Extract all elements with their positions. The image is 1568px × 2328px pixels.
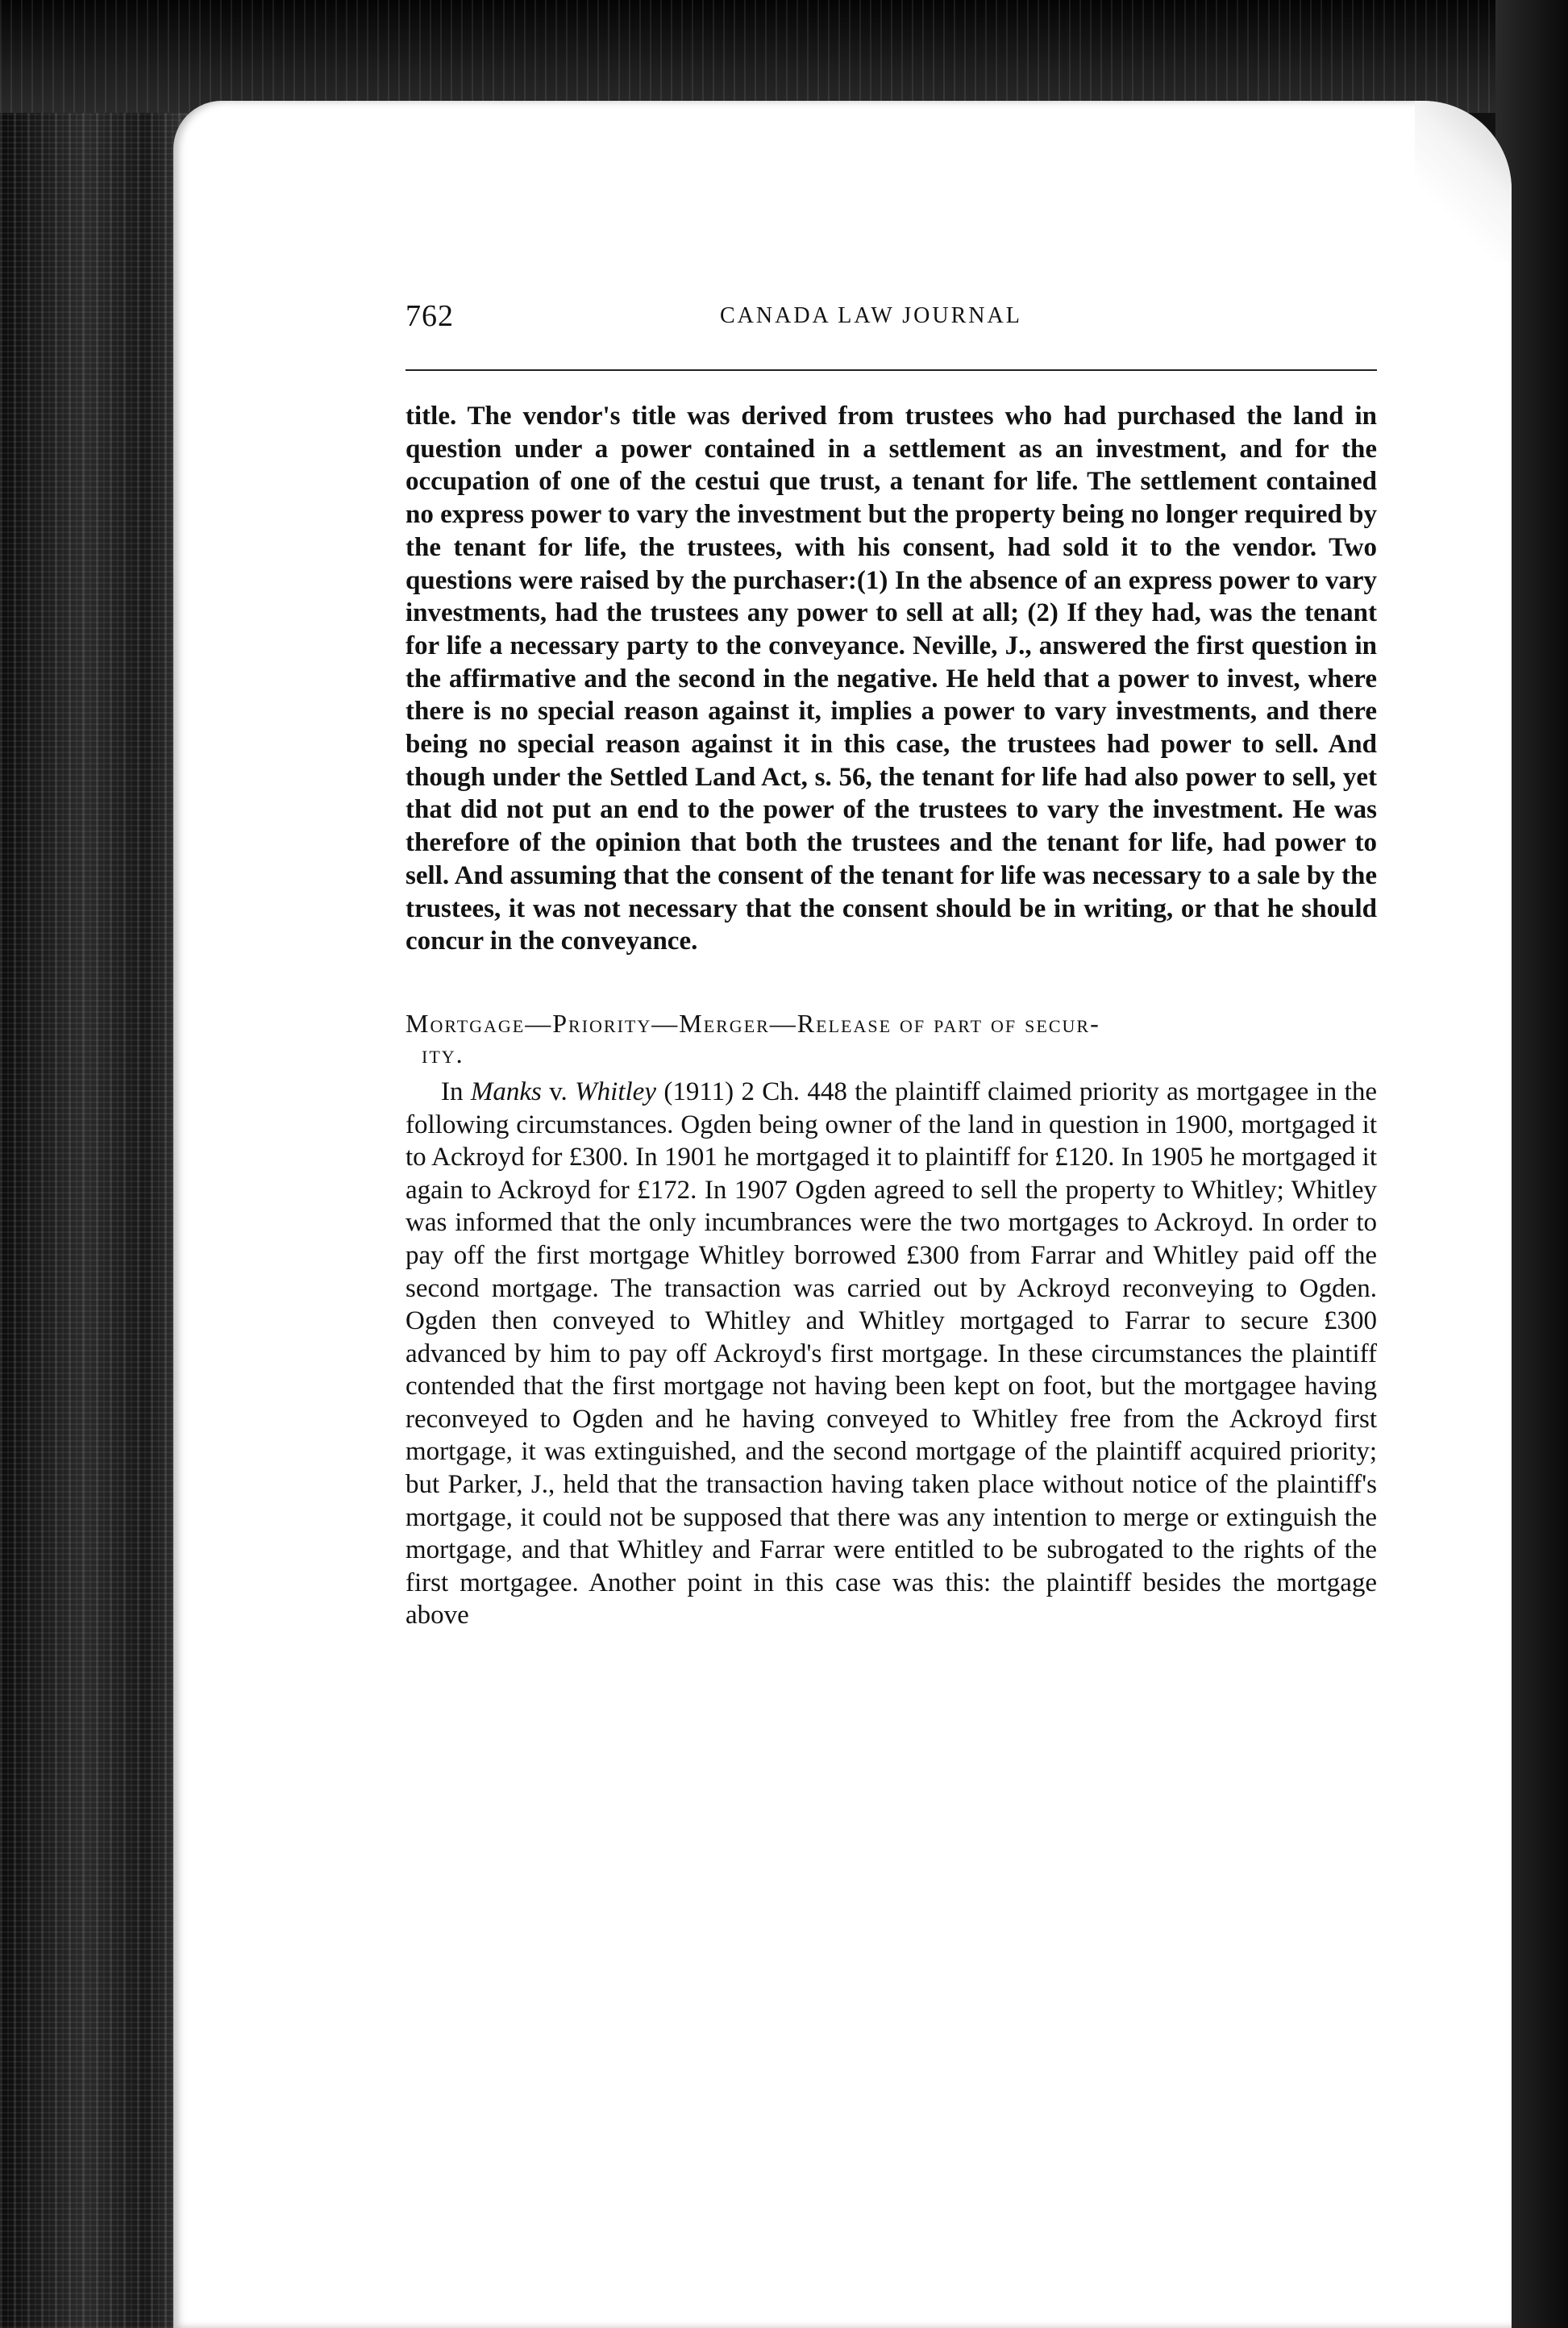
case-party-1: Manks (470, 1077, 542, 1106)
running-head (406, 298, 1377, 347)
paragraph-body: (1911) 2 Ch. 448 the plaintiff claimed priority as mortgagee in the following circumstances. Ogden being owner of the land in question in 1900, mortgaged it to Ackroyd for £300. In 1901 he mortgaged it to plaintiff for £120. In 1905 he mortgaged it again to Ackroyd for £172. In 1907 Ogden agreed to sell the property to Whitley; Whitley was informed that the only incumbrances were the two mortgages to Ackroyd. In order to pay off the first mortgage Whitley borrowed £300 from Farrar and Whitley paid off the second mortgage. The transaction was carried out by Ackroyd reconveying to Ogden. Ogden then conveyed to Whitley and Whitley mortgaged to Farrar to secure £300 advanced by him to pay off Ackroyd's first mortgage. In these circumstances the plaintiff contended that the first mortgage not having been kept on foot, but the mortgagee having reconveyed to Ogden and he having conveyed to Whitley free from the Ackroyd first mortgage, it was extinguished, and the second mortgage of the plaintiff acquired priority; but Parker, J., held that the transaction having taken place without notice of the plaintiff's mortgage, it could not be supposed that there was any intention to merge or extinguish the mortgage, and that Whitley and Farrar were entitled to be subrogated to the rights of the first mortgagee. Another point in this case was this: the plaintiff besides the mortgage above (406, 1077, 1377, 1630)
journal-title: CANADA LAW JOURNAL (720, 303, 1022, 328)
paragraph-manks-v-whitley (406, 1076, 1377, 1632)
page-content (406, 298, 1377, 1632)
page-number: 762 (406, 299, 454, 333)
case-party-2: Whitley (575, 1077, 656, 1106)
paragraph-vendor-title: title. The vendor's title was derived from trustees who had purchased the land in question under a power contained in a settlement as an investment, and for the occupation of one of the cestui que trust, a tenant for life. The settlement contained no express power to vary the investment but the property being no longer required by the tenant for life, the trustees, with his consent, had sold it to the vendor. Two questions were raised by the purchaser:(1) In the absence of an express power to vary investments, had the trustees any power to sell at all; (2) If they had, was the tenant for life a necessary party to the conveyance. Neville, J., answered the first question in the affirmative and the second in the negative. He held that a power to invest, where there is no special reason against it, implies a power to vary investments, and there being no special reason against it in this case, the trustees had power to sell. And though under the Settled Land Act, s. 56, the tenant for life had also power to sell, yet that did not put an end to the power of the trustees to vary the investment. He was therefore of the opinion that both the trustees and the tenant for life, had power to sell. And assuming that the consent of the tenant for life was necessary to a sale by the trustees, it was not necessary that the consent should be in writing, or that he should concur in the conveyance. (406, 402, 1377, 956)
paragraph-lead: In (441, 1077, 464, 1106)
section-heading-line-2: ity. (422, 1039, 464, 1068)
header-rule (406, 369, 1377, 371)
top-scan-edge (0, 0, 1568, 113)
section-heading (406, 1008, 1377, 1069)
case-versus: v. (541, 1077, 576, 1106)
section-heading-line-1: Mortgage—Priority—Merger—Release of part of secur- (406, 1008, 1100, 1038)
